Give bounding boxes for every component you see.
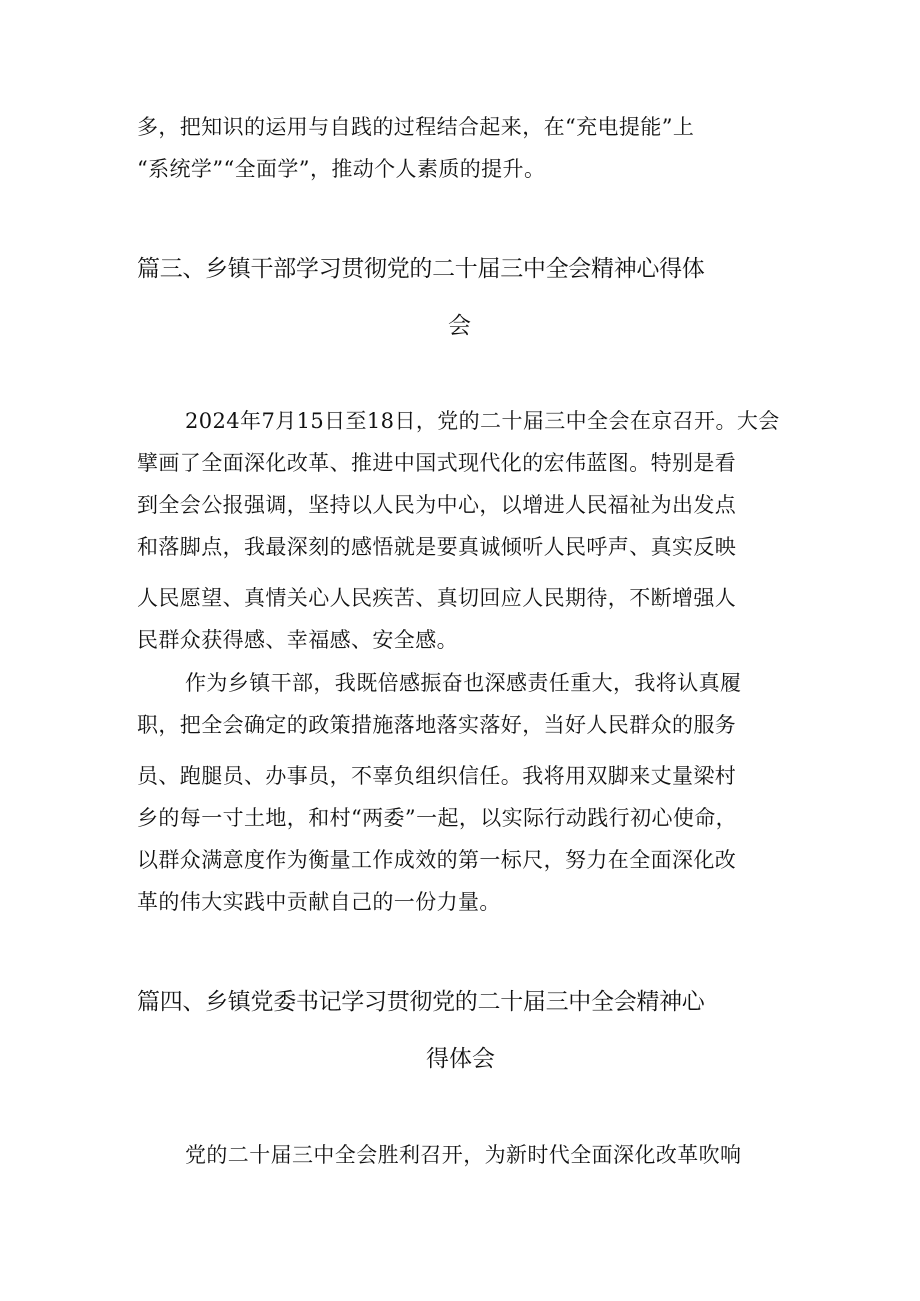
section3-p1-line-2: 擘画了全面深化改革、推进中国式现代化的宏伟蓝图。特别是看 xyxy=(137,451,737,475)
section3-heading-line-2: 会 xyxy=(448,313,471,339)
section3-p2-line-6: 革的伟大实践中贡献自己的一份力量。 xyxy=(137,890,501,914)
section4-heading-line-1: 篇四、乡镇党委书记学习贯彻党的二十届三中全会精神心 xyxy=(137,989,705,1015)
section4-p1-line-1: 党的二十届三中全会胜利召开，为新时代全面深化改革吹响 xyxy=(185,1143,742,1167)
section3-heading-line-1: 篇三、乡镇干部学习贯彻党的二十届三中全会精神心得体 xyxy=(137,256,705,282)
section3-p2-line-3: 员、跑腿员、办事员，不辜负组织信任。我将用双脚来丈量梁村 xyxy=(137,764,737,788)
section3-p2-line-5: 以群众满意度作为衡量工作成效的第一标尺，努力在全面深化改 xyxy=(137,848,737,872)
section3-p1-line-1: 2024年7月15日至18日，党的二十届三中全会在京召开。大会 xyxy=(185,409,780,433)
section3-p1-line-3: 到全会公报强调，坚持以人民为中心，以增进人民福祉为出发点 xyxy=(137,493,737,517)
intro-line-1: 多，把知识的运用与自践的过程结合起来，在“充电提能”上 xyxy=(137,115,695,139)
section3-p2-line-2: 职，把全会确定的政策措施落地落实落好，当好人民群众的服务 xyxy=(137,713,737,737)
intro-line-2: “系统学”“全面学”，推动个人素质的提升。 xyxy=(137,157,546,181)
section3-p2-line-4: 乡的每一寸土地，和村“两委”一起，以实际行动践行初心使命， xyxy=(137,806,738,830)
section4-heading-line-2: 得体会 xyxy=(426,1046,495,1072)
section3-p2-line-1: 作为乡镇干部，我既倍感振奋也深感责任重大，我将认真履 xyxy=(185,671,742,695)
section3-p1-line-6: 民群众获得感、幸福感、安全感。 xyxy=(137,628,458,652)
section3-p1-line-5: 人民愿望、真情关心人民疾苦、真切回应人民期待，不断增强人 xyxy=(137,586,737,610)
section3-p1-line-4: 和落脚点，我最深刻的感悟就是要真诚倾听人民呼声、真实反映 xyxy=(137,535,737,559)
